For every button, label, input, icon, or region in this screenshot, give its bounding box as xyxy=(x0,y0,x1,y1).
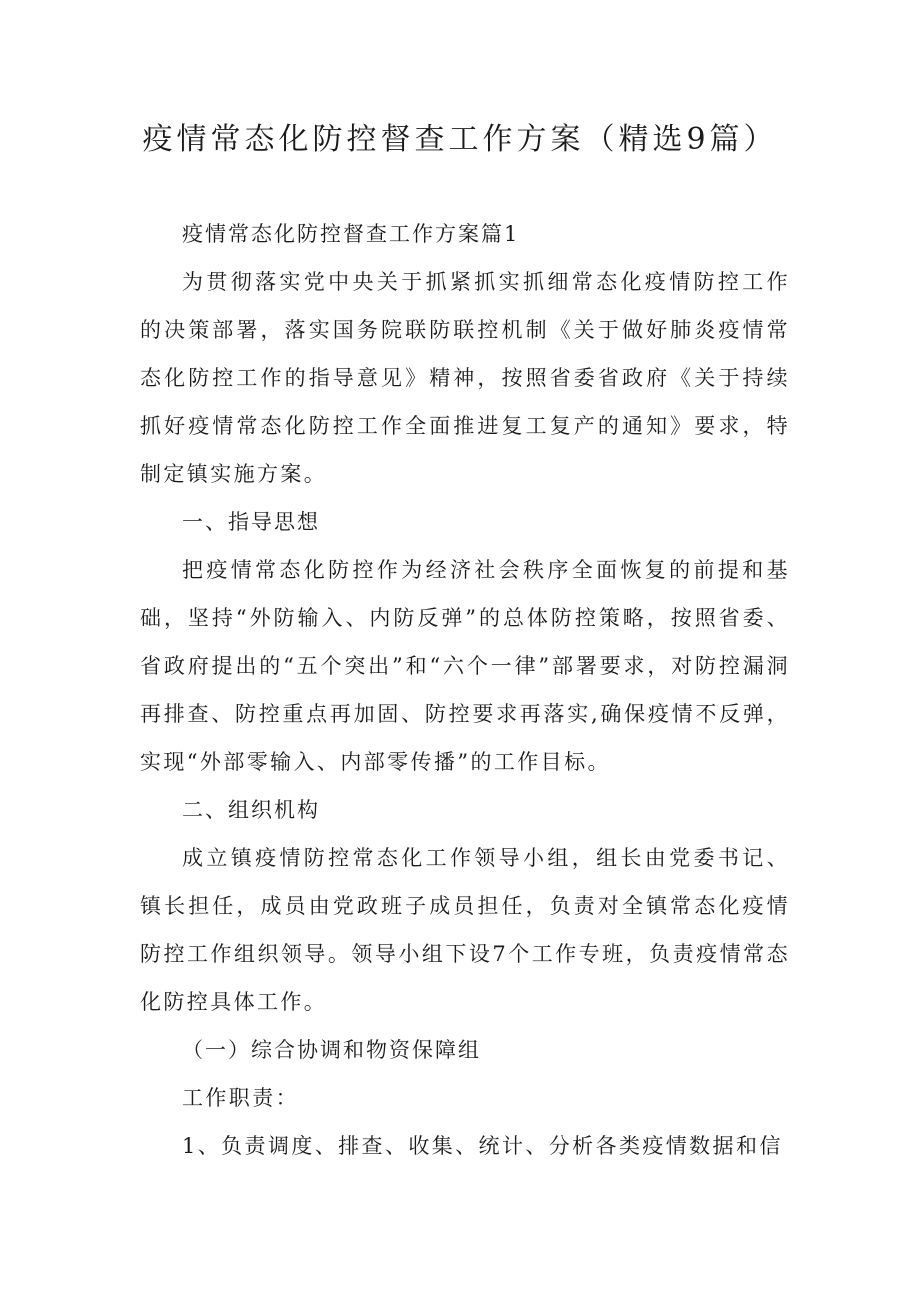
duties-label: 工作职责： xyxy=(182,1086,299,1110)
section-subtitle: 疫情常态化防控督查工作方案篇1 xyxy=(182,222,520,246)
duty-item-1: 1、负责调度、排查、收集、统计、分析各类疫情数据和信 xyxy=(182,1134,783,1158)
heading-organization: 二、组织机构 xyxy=(182,798,320,822)
document-title: 疫情常态化防控督查工作方案（精选9篇） xyxy=(142,122,778,157)
document-body xyxy=(140,210,790,1170)
intro-paragraph: 为贯彻落实党中央关于抓紧抓实抓细常态化疫情防控工作的决策部署，落实国务院联防联控机制《关于做好肺炎疫情常态化防控工作的指导意见》精神，按照省委省政府《关于持续抓好疫情常态化防控工作全面推进复工复产的通知》要求，特制定镇实施方案。 xyxy=(140,270,790,486)
subheading-coordination-group: （一）综合协调和物资保障组 xyxy=(182,1038,481,1062)
guiding-ideology-paragraph: 把疫情常态化防控作为经济社会秩序全面恢复的前提和基础，坚持“外防输入、内防反弹”的总体防控策略，按照省委、省政府提出的“五个突出”和“六个一律”部署要求，对防控漏洞再排查、防控重点再加固、防控要求再落实,确保疫情不反弹，实现“外部零输入、内部零传播”的工作目标。 xyxy=(140,558,790,774)
organization-paragraph: 成立镇疫情防控常态化工作领导小组，组长由党委书记、镇长担任，成员由党政班子成员担任，负责对全镇常态化疫情防控工作组织领导。领导小组下设7个工作专班，负责疫情常态化防控具体工作。 xyxy=(140,846,790,1014)
heading-guiding-ideology: 一、指导思想 xyxy=(182,510,320,534)
